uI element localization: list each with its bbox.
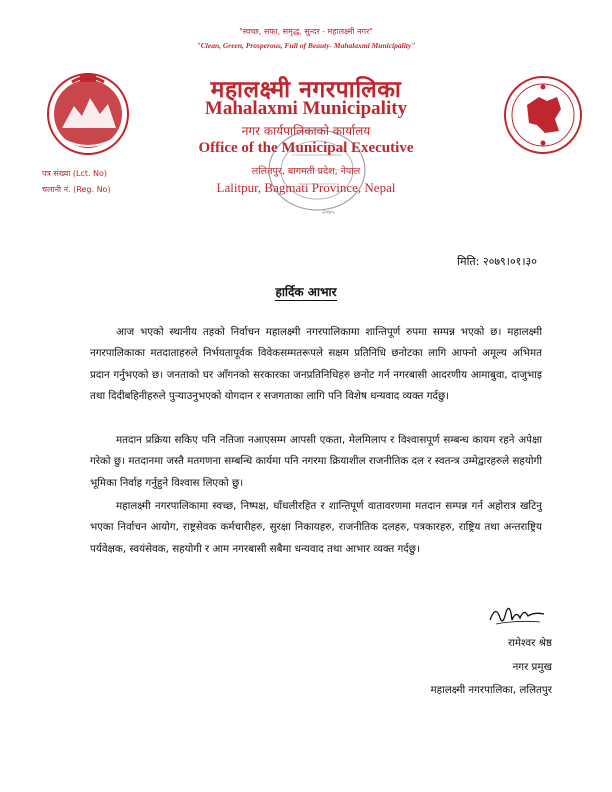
registration-number-label: चलानी नं. (Reg. No) <box>42 185 111 194</box>
stamp-year: २०७५ <box>322 209 335 216</box>
signatory-name: रामेश्वर श्रेष्ठ <box>508 637 552 649</box>
letter-number-label: पत्र संख्या (Lct. No) <box>42 169 108 178</box>
office-stamp-icon <box>252 120 382 225</box>
address-english: Lalitpur, Bagmati Province, Nepal <box>216 180 396 195</box>
letter-date: मिति: २०७९।०१।३० <box>457 255 537 268</box>
signatory-title: नगर प्रमुख <box>512 661 552 673</box>
letter-heading: हार्दिक आभार <box>275 285 337 299</box>
slogan-nepali: "स्वच्छ, सफा, समृद्ध, सुन्दर - महालक्ष्मी नगर" <box>239 27 373 36</box>
office-name-english: Office of the Municipal Executive <box>198 140 414 156</box>
body-paragraph-1: आज भएको स्थानीय तहको निर्वाचन महालक्ष्मी नगरपालिकामा शान्तिपूर्ण रुपमा सम्पन्न भएको छ। महालक्ष्मी नगरपालिकाका मतदाताहरुले निर्भयतापूर्वक विवेकसम्मतरूपले सक्षम प्रतिनिधि छनोटका लागि आफ्नो अमूल्य अभिमत प्रदान गर्नुभएको छ। जनताको घर आँगनको सरकारका जनप्रतिनिधिहरु छनोट गर्न नगरबासी आदरणीय आमाबुवा, दाजुभाइ तथा दिदीबहिनीहरुले पुऱ्याउनुभएको योगदान र सजगताका लागि पनि विशेष धन्यवाद व्यक्त गर्दछु। <box>90 326 542 403</box>
office-name-nepali: नगर कार्यपालिकाको कार्यालय <box>241 124 371 138</box>
signatory-organization: महालक्ष्मी नगरपालिका, ललितपुर <box>430 684 552 696</box>
body-paragraph-2: मतदान प्रक्रिया सकिए पनि नतिजा नआएसम्म आपसी एकता, मेलमिलाप र विश्वासपूर्ण सम्बन्ध कायम रहने अपेक्षा गरेको छु। मतदानमा जस्तै मतगणना सम्बन्धि कार्यमा पनि नगरमा क्रियाशील राजनीतिक दल र स्वतन्त्र उम्मेद्वारहरुले सहयोगी भूमिका निर्वाह गर्नुहुने विश्वास लिएको छु। <box>90 434 542 489</box>
slogan-english: "Clean, Green, Prosperous, Full of Beauty- Mahalaxmi Municipality" <box>196 41 416 50</box>
municipality-name-nepali: महालक्ष्मी नगरपालिका <box>210 77 402 103</box>
address-nepali: ललितपुर, बागमती प्रदेश, नेपाल <box>251 166 361 177</box>
handwritten-signature-icon <box>488 600 548 628</box>
body-paragraph-3: महालक्ष्मी नगरपालिकामा स्वच्छ, निष्पक्ष, धाँधलीरहित र शान्तिपूर्ण वातावरणमा मतदान सम्पन्न गर्न अहोरात्र खटिनु भएका निर्वाचन आयोग, राष्ट्रसेवक कर्मचारीहरु, सुरक्षा निकायहरु, राजनीतिक दलहरु, पत्रकारहरु, राष्ट्रिय तथा अन्तराष्ट्रिय पर्यवेक्षक, स्वयंसेवक, सहयोगी र आम नगरबासी सबैमा धन्यवाद तथा आभार व्यक्त गर्दछु। <box>90 500 542 555</box>
municipality-name-english: Mahalaxmi Municipality <box>204 98 408 119</box>
